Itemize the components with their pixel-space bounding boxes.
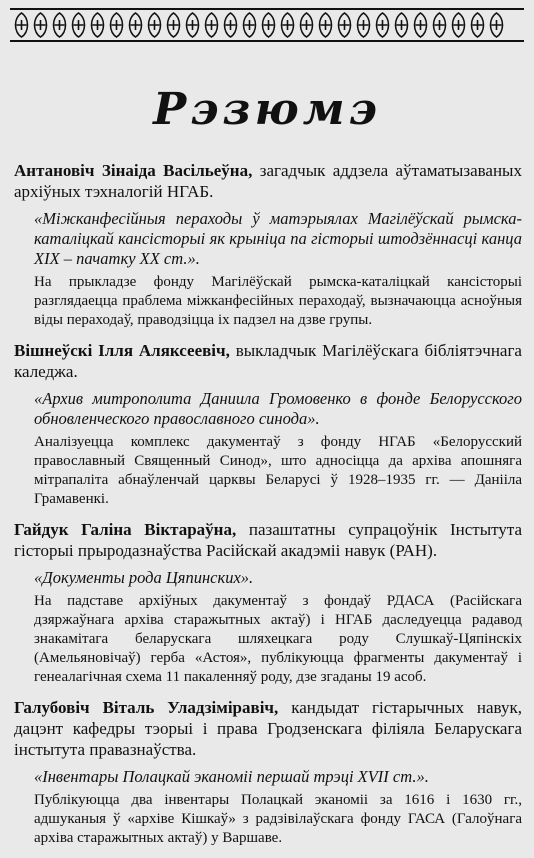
resume-entry: [14, 160, 522, 330]
ornament-motif: [187, 13, 199, 37]
author-heading: [14, 519, 522, 561]
ornament-motif: [320, 13, 332, 37]
ornament-motif: [434, 13, 446, 37]
ornament-motif: [358, 13, 370, 37]
author-name: Антановіч Зінаіда Васільеўна,: [14, 161, 253, 180]
ornament-motif: [16, 13, 28, 37]
resume-entry: [14, 519, 522, 687]
author-position: загадчык аддзела аўтаматызаваных архіўных тэхналогій НГАБ.: [14, 161, 522, 201]
ornament-motif: [206, 13, 218, 37]
resume-list: [14, 160, 522, 858]
author-position: кандыдат гістарычных навук, дацэнт кафедры тэорыі і права Гродзенскага філіяла Беларускага інстытута правазнаўства.: [14, 698, 522, 759]
author-name: Галубовіч Віталь Уладзіміравіч,: [14, 698, 279, 717]
ornament-motif: [225, 13, 237, 37]
article-abstract: На падставе архіўных дакументаў з фондаў РДАСА (Расійскага дзяржаўнага архіва старажытных актаў) і НГАБ даследуецца радавод знакамітага беларускага шляхецкага роду Слушкаў-Цяпінскіх (Амельяновічаў) герба «Астоя», публікуюцца фрагменты дакументаў і генеалагічная схема 11 пакаленняў роду, дзе згаданы 19 асоб.: [34, 593, 522, 685]
ornament-motif: [301, 13, 313, 37]
resume-entry: [14, 697, 522, 848]
author-position: выкладчык Магілёўскага бібліятэчнага каледжа.: [14, 341, 522, 381]
resume-entry: [14, 340, 522, 509]
author-name: Вішнеўскі Ілля Аляксеевіч,: [14, 341, 230, 360]
author-heading: [14, 160, 522, 202]
ornament-motif: [92, 13, 104, 37]
article-title: «Інвентары Полацкай эканоміі першай трэці XVII ст.».: [34, 767, 429, 786]
ornament-motif: [339, 13, 351, 37]
ornament-motif: [244, 13, 256, 37]
article-title: «Архив митрополита Даниила Громовенко в фонде Белорусского обновленческого православного синода».: [34, 389, 522, 428]
ornament-motif: [54, 13, 66, 37]
article-abstract: На прыкладзе фонду Магілёўскай рымска-каталіцкай кансісторыі разглядаецца праблема міжканфесійных пераходаў, вызначаюцца асноўныя віды пераходаў, праводзіцца іх падзел на дзве групы.: [34, 274, 522, 328]
article-abstract: Публікуюцца два інвентары Полацкай эканоміі за 1616 і 1630 гг., адшуканыя ў «архіве Кішкаў» з радзівілаўскага фонду ГАСА (Галоўнага архіва старажытных актаў) у Варшаве.: [34, 792, 522, 846]
ornament-motif: [491, 13, 503, 37]
ornament-motif: [377, 13, 389, 37]
ornament-motif: [35, 13, 47, 37]
ornament-motif: [282, 13, 294, 37]
ornament-motif: [396, 13, 408, 37]
ornament-motif: [73, 13, 85, 37]
article-title: «Документы рода Цяпинских».: [34, 568, 254, 587]
ornament-motif: [149, 13, 161, 37]
ornament-motif: [453, 13, 465, 37]
author-heading: [14, 340, 522, 382]
article-title: «Міжканфесійныя пераходы ў матэрыялах Магілёўскай рымска-каталіцкай кансісторыі як крыніца па гісторыі штодзённасці канца XIX – пачатку XX ст.».: [34, 209, 522, 268]
ornament-motif: [168, 13, 180, 37]
author-position: пазаштатны супрацоўнік Інстытута гісторыі прыродазнаўства Расійскай акадэміі навук (РАН).: [14, 520, 523, 560]
author-name: Гайдук Галіна Віктараўна,: [14, 520, 237, 539]
article-abstract: Аналізуецца комплекс дакументаў з фонду НГАБ «Белорусский православный Священный Синод», што адносіцца да архіва апошняга мітрапаліта абнаўленчай царквы Беларусі ў 1928–1935 гг. — Данііла Грамавенкі.: [34, 434, 522, 507]
ornament-motif: [472, 13, 484, 37]
ornament-motif: [415, 13, 427, 37]
ornament-motif: [263, 13, 275, 37]
decorative-border-ornament: [10, 6, 524, 44]
author-heading: [14, 697, 522, 760]
ornament-motif: [130, 13, 142, 37]
page-title: Рэзюмэ: [153, 84, 381, 135]
ornament-motif: [111, 13, 123, 37]
